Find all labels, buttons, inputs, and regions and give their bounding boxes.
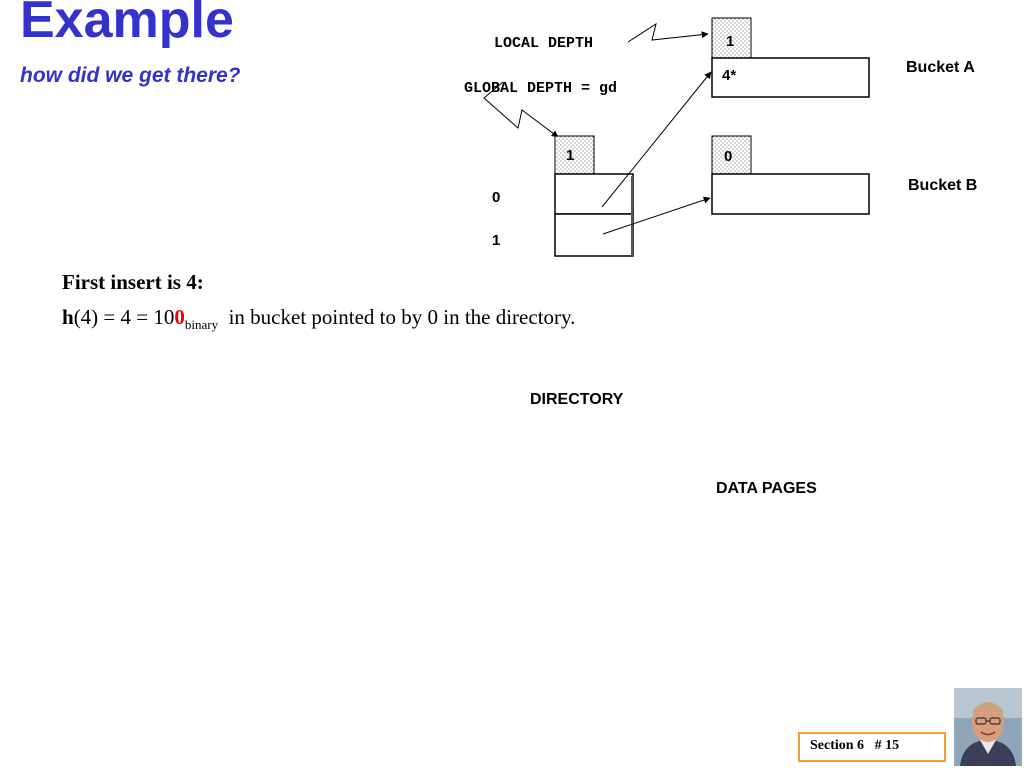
pointer-slot-0-to-bucket-a [602, 72, 711, 207]
directory-label: DIRECTORY [530, 391, 624, 408]
section-label: Section 6 [810, 738, 865, 753]
bucket-b [712, 174, 869, 214]
directory-slot-0 [555, 174, 633, 214]
first-insert-line: First insert is 4: [62, 270, 204, 294]
slide-subtitle: how did we get there? [20, 64, 241, 87]
bucket-a-depth: 1 [726, 33, 735, 50]
global-depth-value: 1 [566, 147, 575, 164]
bucket-a-label: Bucket A [906, 59, 975, 76]
bucket-b-label: Bucket B [908, 177, 978, 194]
bucket-a-entry: 4* [722, 67, 737, 84]
global-depth-label: GLOBAL DEPTH = gd [464, 80, 618, 97]
bucket-b-depth: 0 [724, 148, 733, 165]
equation-prefix: (4) = 4 = 10 [73, 305, 175, 329]
directory-index-0: 0 [492, 189, 501, 206]
presenter-portrait [954, 688, 1022, 766]
data-pages-label: DATA PAGES [716, 480, 817, 497]
binary-subscript: binary [184, 317, 219, 333]
directory-slot-1 [555, 214, 633, 256]
equation-suffix: in bucket pointed to by 0 in the directory. [228, 305, 576, 329]
local-depth-pointer [628, 24, 708, 42]
local-depth-label: LOCAL DEPTH [494, 35, 594, 52]
section-page-box [798, 732, 946, 762]
directory-index-1: 1 [492, 232, 501, 249]
hash-equation [62, 305, 575, 333]
slide-title: Example [20, 0, 234, 49]
global-depth-box [555, 136, 594, 174]
hash-function: h [62, 305, 74, 329]
extendible-hashing-diagram [0, 0, 1024, 300]
page-number: # 15 [874, 738, 900, 753]
highlight-bit: 0 [174, 305, 185, 329]
